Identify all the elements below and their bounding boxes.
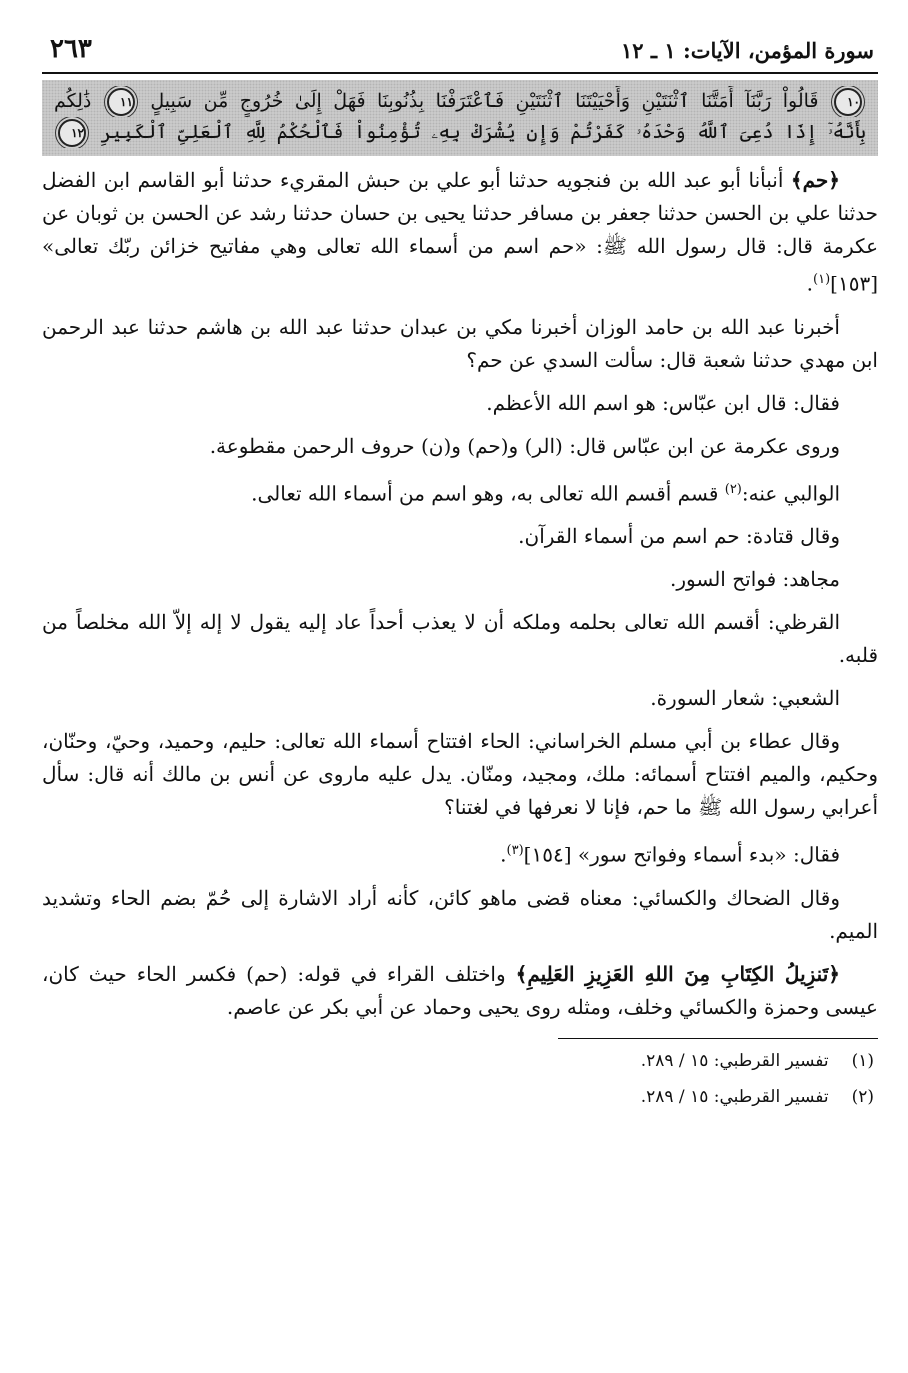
paragraph — [42, 473, 878, 511]
paragraph-text: الوالبي عنه: — [741, 481, 840, 506]
footnote-number: (١) — [851, 1050, 874, 1071]
paragraph: أخبرنا عبد الله بن حامد الوزان أخبرنا مكي بن عبدان حدثنا عبد الله بن هاشم حدثنا عبد الرحمن ابن مهدي حدثنا شعبة قال: سألت السدي عن حم؟ — [42, 314, 878, 372]
paragraph: وقال عطاء بن أبي مسلم الخراساني: الحاء افتتاح أسماء الله تعالى: حليم، وحميد، وحيّ، وحنّان، وحكيم، والميم افتتاح أسمائه: ملك، ومجيد، ومنّان. يدل عليه ماروى عن أنس بن مالك أنه قال: سأل أعرابي رسول الله ﷺ ما حم، فإنا لا نعرفها في لغتنا؟ — [42, 729, 878, 820]
footnote — [42, 1047, 878, 1075]
quran-lead-text: ﴿حم﴾ — [790, 168, 840, 192]
footnote-ref: (١) — [813, 272, 831, 287]
paragraph — [42, 834, 878, 872]
paragraph-end: . — [500, 842, 507, 867]
footnote-ref: (٢) — [724, 481, 742, 497]
paragraph-text: قسم أقسم الله تعالى به، وهو اسم من أسماء الله تعالى. — [251, 481, 725, 506]
footnote — [42, 1083, 878, 1111]
paragraph: الشعبي: شعار السورة. — [650, 686, 840, 711]
paragraph-end: . — [806, 271, 813, 296]
page-header — [42, 30, 878, 74]
page-number: ٢٦٣ — [50, 34, 92, 64]
footnote-ref: (٣) — [506, 843, 524, 859]
paragraph: مجاهد: فواتح السور. — [670, 567, 840, 592]
paragraph: فقال: قال ابن عبّاس: هو اسم الله الأعظم. — [486, 390, 840, 415]
ayah-number-marker: ١٠ — [834, 88, 862, 116]
ayah-number-marker: ١١ — [107, 88, 135, 116]
quran-verse-box — [42, 80, 878, 156]
footnote-text: تفسير القرطبي: ١٥ / ٢٨٩. — [640, 1050, 829, 1071]
footnote-number: (٢) — [851, 1086, 874, 1107]
book-page — [42, 30, 878, 1350]
commentary-body — [42, 164, 878, 1024]
verse-text: بِأَنَّهُۥٓ إِذَا دُعِىَ ٱللَّهُ وَحْدَهُۥ كَفَرْتُمْ وَإِن يُشْرَكْ بِهِۦ تُؤْمِنُواْ فَٱلْحُكْمُ لِلَّهِ ٱلْعَلِىِّ ٱلْكَبِيرِ — [100, 121, 866, 143]
paragraph: القرظي: أقسم الله تعالى بحلمه وملكه أن لا يعذب أحداً عاد إليه يقول لا إله إلاّ الله مخلصاً من قلبه. — [42, 610, 878, 668]
paragraph: وقال قتادة: حم اسم من أسماء القرآن. — [518, 524, 840, 549]
paragraph — [42, 958, 878, 1024]
footnote-text: تفسير القرطبي: ١٥ / ٢٨٩. — [640, 1086, 829, 1107]
quran-lead-text: ﴿تَنزِيلُ الكِتَابِ مِنَ اللهِ العَزِيزِ العَلِيمِ﴾ — [515, 961, 840, 986]
verse-line-2 — [54, 117, 866, 148]
paragraph: وقال الضحاك والكسائي: معناه قضى ماهو كائن، كأنه أراد الاشارة إلى حُمّ بضم الحاء وتشديد الميم. — [42, 885, 878, 943]
running-title: سورة المؤمن، الآيات: ١ ـ ١٢ — [621, 38, 874, 63]
paragraph — [42, 164, 878, 301]
verse-text: قَالُواْ رَبَّنَآ أَمَتَّنَا ٱثْنَتَيْنِ وَأَحْيَيْتَنَا ٱثْنَتَيْنِ فَٱعْتَرَفْنَا بِذُنُوبِنَا فَهَلْ إِلَىٰ خُرُوجٍ مِّن سَبِيلٍ — [150, 90, 819, 112]
verse-line-1 — [54, 86, 866, 117]
paragraph-text: فقال: «بدء أسماء وفواتح سور» [١٥٤] — [523, 842, 840, 867]
verse-text-tail: ذَٰلِكُم — [54, 90, 92, 112]
paragraph-text: أنبأنا أبو عبد الله بن فنجويه حدثنا أبو علي بن حبش المقريء حدثنا أبو القاسم ابن الفضل حدثنا علي بن الحسن حدثنا جعفر بن مسافر حدثنا يحيى بن حسان حدثنا رشد عن الحسن بن ثوبان عن عكرمة قال: قال رسول الله ﷺ: «حم اسم من أسماء الله تعالى وهي مفاتيح خزائن ربّك تعالى» [١٥٣] — [42, 168, 878, 296]
footnote-divider — [558, 1038, 878, 1039]
ayah-number-marker: ١٢ — [58, 119, 86, 147]
paragraph: وروى عكرمة عن ابن عبّاس قال: (الر) و(حم) و(ن) حروف الرحمن مقطوعة. — [209, 433, 840, 458]
paragraph-text: واختلف القراء في قوله: (حم) فكسر الحاء حيث كان، عيسى وحمزة والكسائي وخلف، ومثله روى يحيى وحماد عن أبي بكر عن عاصم. — [42, 961, 878, 1019]
